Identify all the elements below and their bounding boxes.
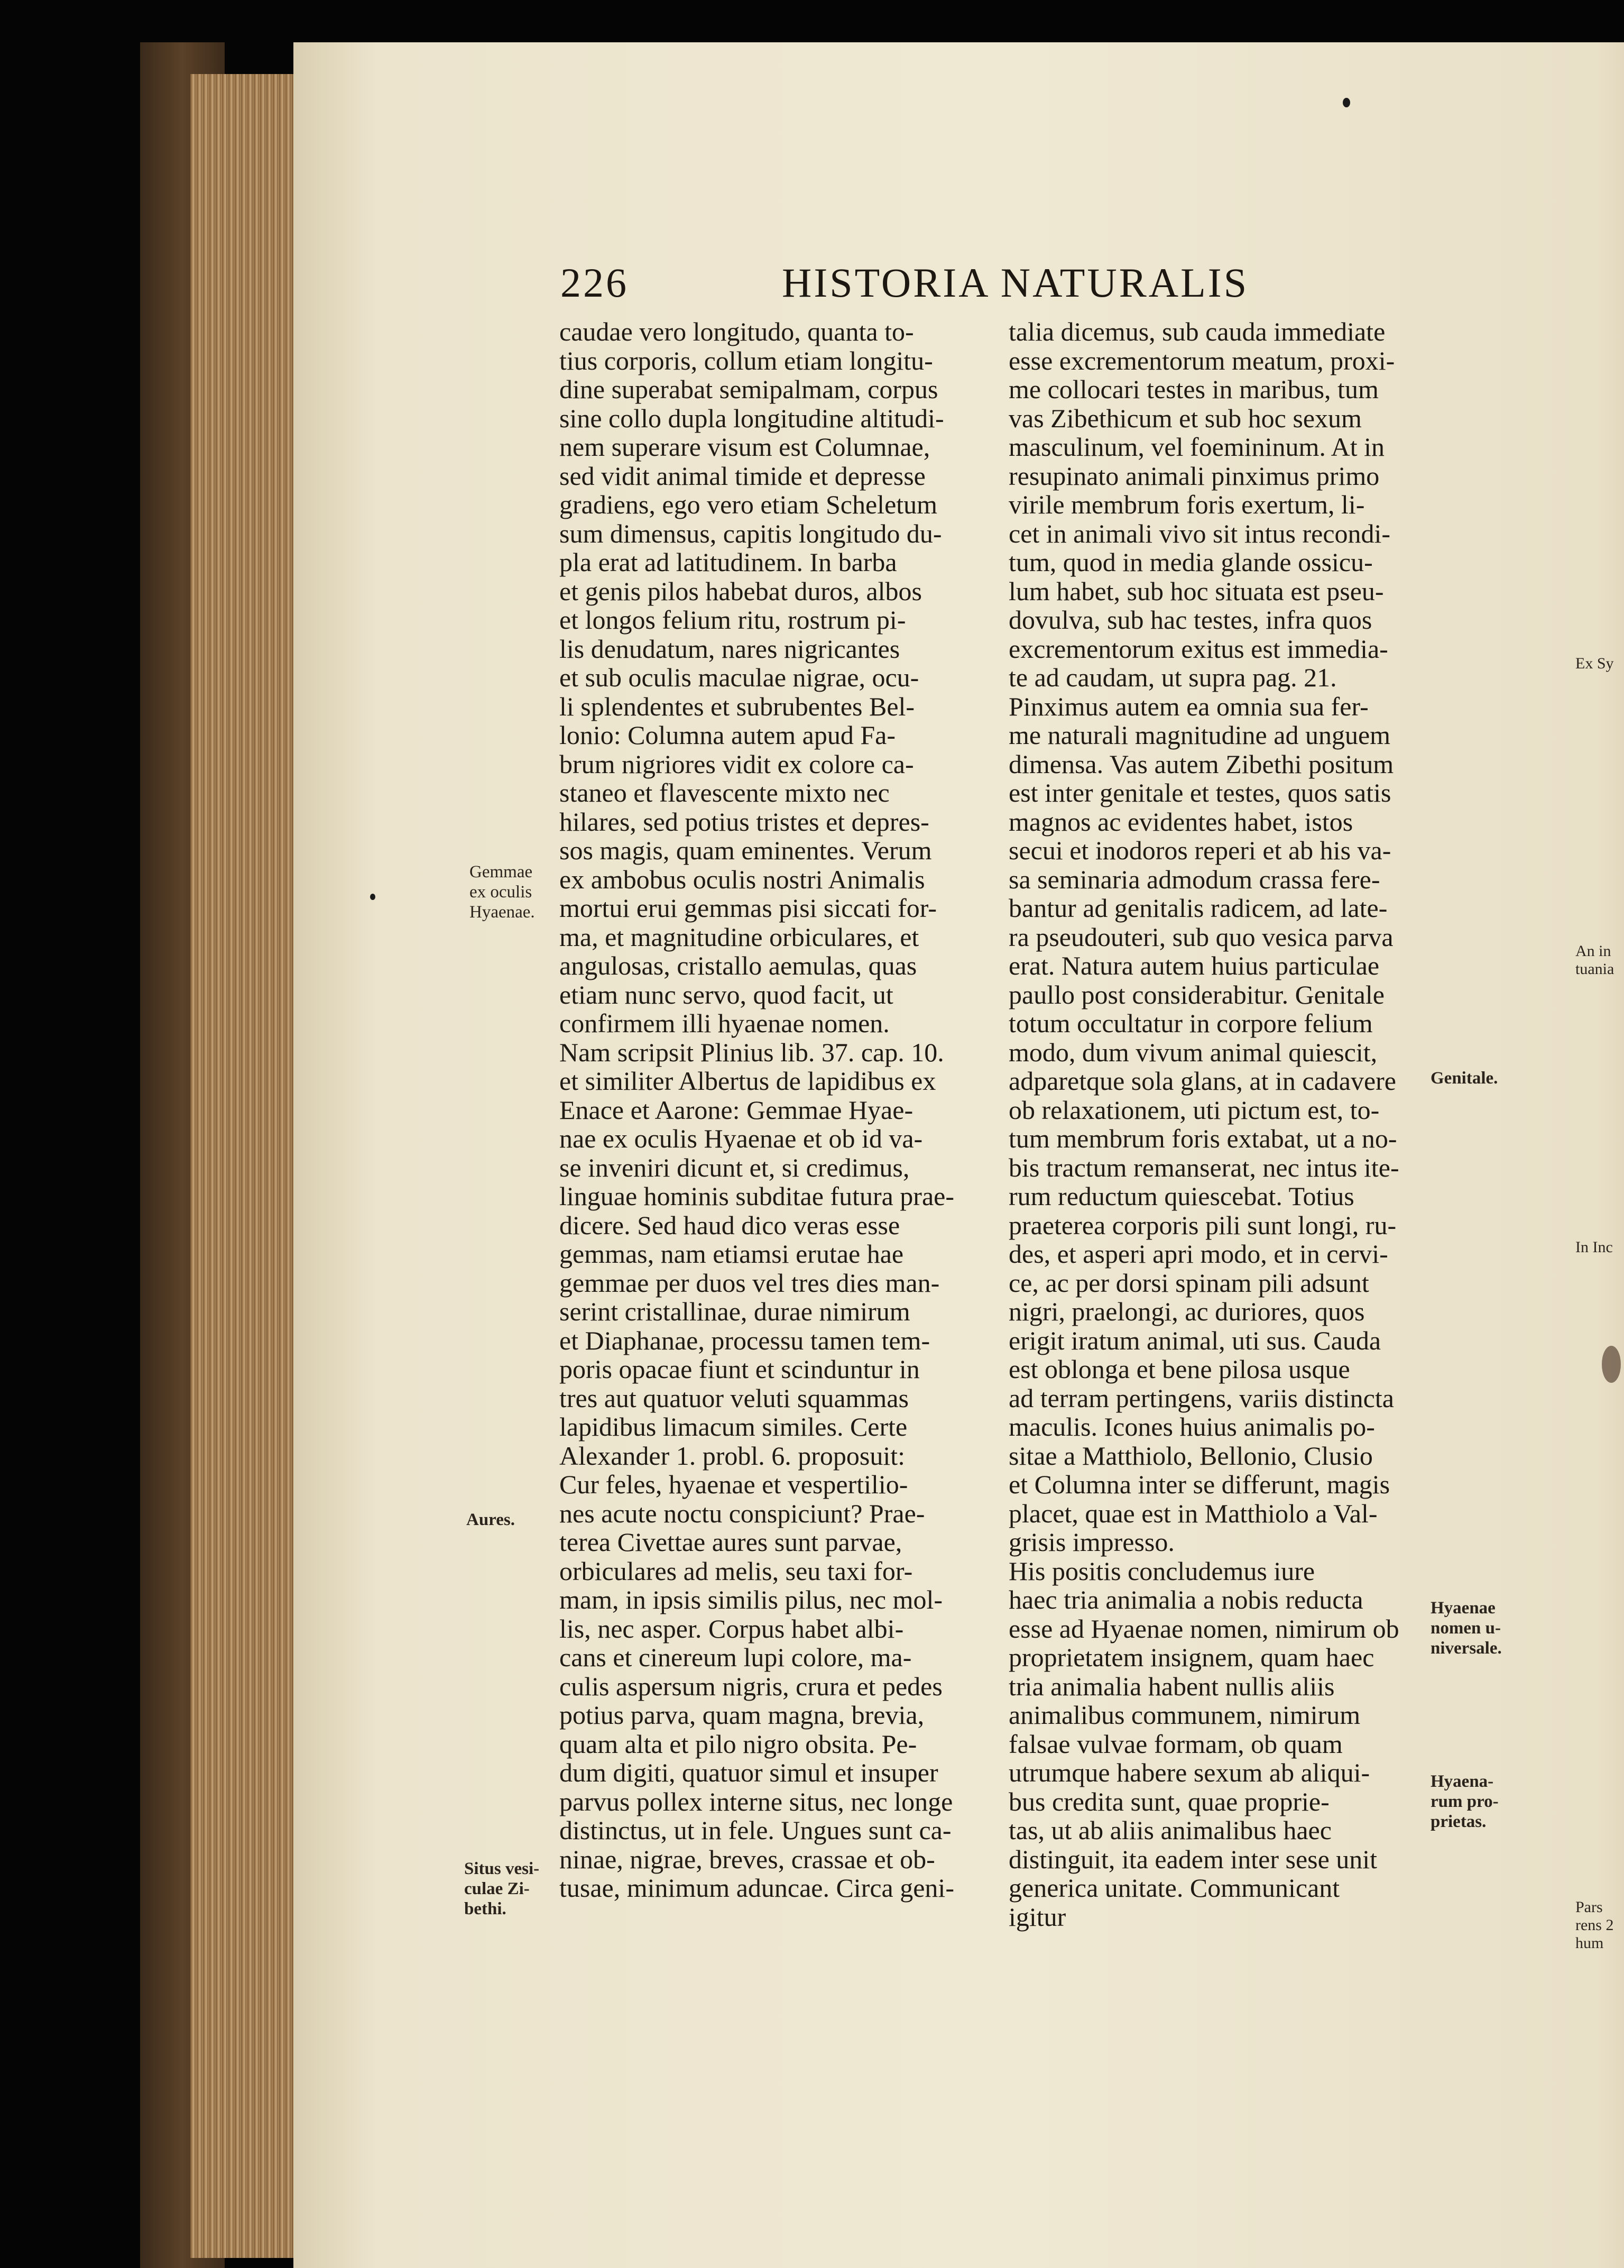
text-line: ob relaxationem, uti pictum est, to- <box>1009 1095 1380 1125</box>
text-line: bis tractum remanserat, nec intus ite- <box>1009 1152 1399 1182</box>
text-line: tas, ut ab aliis animalibus haec <box>1009 1815 1332 1845</box>
text-line: totum occultatur in corpore felium <box>1009 1008 1373 1038</box>
text-line: erat. Natura autem huius particulae <box>1009 951 1380 980</box>
text-line: cet in animali vivo sit intus recondi- <box>1009 518 1391 548</box>
text-line: et longos felium ritu, rostrum pi- <box>559 605 906 635</box>
page-number: 226 <box>560 260 629 306</box>
text-line: tius corporis, collum etiam longitu- <box>559 345 933 375</box>
text-line: culis aspersum nigris, crura et pedes <box>559 1671 943 1701</box>
text-line: ce, ac per dorsi spinam pili adsunt <box>1009 1268 1369 1298</box>
margin-note-line: Hyaenae <box>1431 1599 1496 1618</box>
margin-note-line: Hyaena- <box>1431 1772 1494 1791</box>
margin-note-aures <box>466 1510 515 1530</box>
text-line: grisis impresso. <box>1009 1527 1175 1557</box>
text-line: dine superabat semipalmam, corpus <box>559 374 938 404</box>
text-line: nae ex oculis Hyaenae et ob id va- <box>559 1124 923 1153</box>
text-line: maculis. Icones huius animalis po- <box>1009 1412 1375 1441</box>
text-line: linguae hominis subditae futura prae- <box>559 1181 954 1211</box>
margin-note-line: niversale. <box>1431 1639 1502 1658</box>
text-line: serint cristallinae, durae nimirum <box>559 1297 910 1326</box>
text-line: sine collo dupla longitudine altitudi- <box>559 403 944 433</box>
margin-note-situs <box>464 1859 539 1919</box>
margin-note-line: Hyaenae. <box>469 903 535 922</box>
text-line: igitur <box>1009 1902 1066 1932</box>
right-text-column <box>1009 317 1447 1931</box>
text-line: Pinximus autem ea omnia sua fer- <box>1009 691 1369 721</box>
text-line: et Columna inter se differunt, magis <box>1009 1470 1390 1499</box>
text-line: Alexander 1. probl. 6. proposuit: <box>559 1440 906 1471</box>
text-line: haec tria animalia a nobis reducta <box>1009 1585 1363 1614</box>
text-line: nes acute noctu conspiciunt? Prae- <box>559 1498 925 1528</box>
text-line: quam alta et pilo nigro obsita. Pe- <box>559 1729 917 1759</box>
margin-note-gemmae <box>469 862 535 922</box>
text-line: parvus pollex interne situs, nec longe <box>559 1786 953 1816</box>
text-line: dicere. Sed haud dico veras esse <box>559 1210 900 1240</box>
text-line: secui et inodoros reperi et ab his va- <box>1009 835 1391 865</box>
text-line: generica unitate. Communicant <box>1009 1873 1340 1903</box>
stain-mark <box>1602 1346 1621 1383</box>
text-line: li splendentes et subrubentes Bel- <box>559 691 915 721</box>
text-line: animalibus communem, nimirum <box>1009 1700 1361 1730</box>
text-line: tusae, minimum aduncae. Circa geni- <box>559 1873 954 1903</box>
text-line: et sub oculis maculae nigrae, ocu- <box>559 663 919 692</box>
text-line: caudae vero longitudo, quanta to- <box>559 317 914 346</box>
facing-page-fragment <box>1575 1898 1613 1952</box>
text-line: hilares, sed potius tristes et depres- <box>559 806 929 837</box>
text-line: ad terram pertingens, variis distincta <box>1009 1383 1394 1413</box>
text-line: paullo post considerabitur. Genitale <box>1009 979 1385 1009</box>
text-line: dovulva, sub hac testes, infra quos <box>1009 605 1372 635</box>
text-line: tria animalia habent nullis aliis <box>1009 1671 1335 1701</box>
text-line: praeterea corporis pili sunt longi, ru- <box>1009 1210 1397 1240</box>
text-line: distinguit, ita eadem inter sese unit <box>1009 1844 1378 1874</box>
text-line: confirmem illi hyaenae nomen. <box>559 1008 890 1038</box>
text-line: virile membrum foris exertum, li- <box>1009 490 1365 519</box>
text-line: ma, et magnitudine orbiculares, et <box>559 922 919 952</box>
text-line: vas Zibethicum et sub hoc sexum <box>1009 403 1362 433</box>
text-line: bantur ad genitalis radicem, ad late- <box>1009 893 1388 923</box>
text-line: etiam nunc servo, quod facit, ut <box>559 979 893 1009</box>
text-line: dum digiti, quatuor simul et insuper <box>559 1758 938 1787</box>
ink-speck <box>1343 98 1350 107</box>
text-line: tum, quod in media glande ossicu- <box>1009 547 1373 577</box>
left-text-column <box>559 317 988 1903</box>
text-line: gradiens, ego vero etiam Scheletum <box>559 490 938 519</box>
text-line: te ad caudam, ut supra pag. 21. <box>1009 663 1337 692</box>
text-line: adparetque sola glans, at in cadavere <box>1009 1066 1396 1096</box>
text-line: lonio: Columna autem apud Fa- <box>559 720 896 750</box>
text-line: terea Civettae aures sunt parvae, <box>559 1527 902 1557</box>
fragment-line: An in <box>1575 942 1611 960</box>
text-line: des, et asperi apri modo, et in cervi- <box>1009 1239 1388 1269</box>
text-line: gemmae per duos vel tres dies man- <box>559 1268 940 1298</box>
text-line: lis, nec asper. Corpus habet albi- <box>559 1613 904 1643</box>
fragment-line: rens 2 <box>1575 1916 1614 1934</box>
text-line: resupinato animali pinximus primo <box>1009 461 1380 491</box>
text-line: est oblonga et bene pilosa usque <box>1009 1354 1350 1384</box>
text-line: erigit iratum animal, uti sus. Cauda <box>1009 1325 1381 1355</box>
text-line: nem superare visum est Columnae, <box>559 432 930 462</box>
text-line: utrumque habere sexum ab aliqui- <box>1009 1758 1370 1787</box>
margin-note-line: prietas. <box>1431 1812 1487 1831</box>
text-line: lapidibus limacum similes. Certe <box>559 1412 908 1441</box>
margin-note-line: Aures. <box>466 1510 515 1529</box>
text-line: Cur feles, hyaenae et vespertilio- <box>559 1470 908 1499</box>
text-line: lum habet, sub hoc situata est pseu- <box>1009 576 1384 606</box>
text-line: modo, dum vivum animal quiescit, <box>1009 1037 1378 1067</box>
margin-note-line: Genitale. <box>1431 1069 1498 1088</box>
text-line: sa seminaria admodum crassa fere- <box>1009 864 1380 894</box>
text-line: tres aut quatuor veluti squammas <box>559 1383 909 1413</box>
text-line: esse excrementorum meatum, proxi- <box>1009 345 1395 375</box>
text-line: nigri, praelongi, ac duriores, quos <box>1009 1297 1365 1326</box>
margin-note-genitale <box>1431 1068 1498 1088</box>
text-line: sos magis, quam eminentes. Verum <box>559 835 932 865</box>
text-line: His positis concludemus iure <box>1009 1556 1315 1586</box>
text-line: dimensa. Vas autem Zibethi positum <box>1009 749 1394 779</box>
text-line: ex ambobus oculis nostri Animalis <box>559 864 925 894</box>
text-line: cans et cinereum lupi colore, ma- <box>559 1642 912 1672</box>
text-line: lis denudatum, nares nigricantes <box>559 633 900 664</box>
text-line: orbiculares ad melis, seu taxi for- <box>559 1556 913 1586</box>
facing-page-fragment <box>1575 942 1614 978</box>
margin-note-line: Gemmae <box>469 862 533 882</box>
text-line: brum nigriores vidit ex colore ca- <box>559 749 914 779</box>
text-line: bus credita sunt, quae proprie- <box>1009 1786 1330 1816</box>
text-line: esse ad Hyaenae nomen, nimirum ob <box>1009 1613 1399 1643</box>
text-line: pla erat ad latitudinem. In barba <box>559 547 897 577</box>
margin-note-line: nomen u- <box>1431 1619 1501 1638</box>
text-line: tum membrum foris extabat, ut a no- <box>1009 1124 1397 1153</box>
text-line: magnos ac evidentes habet, istos <box>1009 806 1353 837</box>
margin-note-line: rum pro- <box>1431 1792 1499 1811</box>
text-line: est inter genitale et testes, quos satis <box>1009 778 1391 807</box>
fragment-line: In Inc <box>1575 1238 1613 1256</box>
text-line: Enace et Aarone: Gemmae Hyae- <box>559 1095 914 1125</box>
ink-speck <box>370 894 375 900</box>
text-line: me naturali magnitudine ad unguem <box>1009 720 1391 750</box>
page-header <box>560 259 1249 307</box>
text-line: talia dicemus, sub cauda immediate <box>1009 317 1386 346</box>
text-line: sum dimensus, capitis longitudo du- <box>559 518 942 548</box>
text-line: me collocari testes in maribus, tum <box>1009 374 1379 404</box>
running-title: HISTORIA NATURALIS <box>782 260 1249 306</box>
text-line: et similiter Albertus de lapidibus ex <box>559 1066 936 1096</box>
text-line: poris opacae fiunt et scinduntur in <box>559 1354 920 1384</box>
margin-note-line: bethi. <box>464 1899 506 1918</box>
text-line: sed vidit animal timide et depresse <box>559 461 926 491</box>
text-line: rum reductum quiescebat. Totius <box>1009 1181 1354 1211</box>
text-line: distinctus, ut in fele. Ungues sunt ca- <box>559 1815 952 1845</box>
fragment-line: Ex Sy <box>1575 655 1614 672</box>
margin-note-hyaenae-nomen <box>1431 1598 1502 1658</box>
text-line: mortui erui gemmas pisi siccati for- <box>559 893 937 923</box>
text-line: masculinum, vel foemininum. At in <box>1009 432 1385 462</box>
text-line: angulosas, cristallo aemulas, quas <box>559 951 917 980</box>
text-line: falsae vulvae formam, ob quam <box>1009 1729 1343 1759</box>
margin-note-hyaenarum <box>1431 1771 1499 1832</box>
text-line: se inveniri dicunt et, si credimus, <box>559 1152 910 1182</box>
text-line: et Diaphanae, processu tamen tem- <box>559 1325 930 1355</box>
margin-note-line: Situs vesi- <box>464 1859 540 1878</box>
text-line: sitae a Matthiolo, Bellonio, Clusio <box>1009 1440 1373 1471</box>
text-line: placet, quae est in Matthiolo a Val- <box>1009 1498 1378 1528</box>
margin-note-line: ex oculis <box>469 883 532 902</box>
text-line: mam, in ipsis similis pilus, nec mol- <box>559 1585 943 1614</box>
facing-page-fragment <box>1575 1238 1613 1256</box>
fragment-line: tuania <box>1575 960 1614 978</box>
text-line: proprietatem insignem, quam haec <box>1009 1642 1374 1672</box>
facing-page-fragment <box>1575 655 1614 673</box>
text-line: staneo et flavescente mixto nec <box>559 778 890 807</box>
text-line: et genis pilos habebat duros, albos <box>559 576 922 606</box>
margin-note-line: culae Zi- <box>464 1879 530 1898</box>
text-line: gemmas, nam etiamsi erutae hae <box>559 1239 904 1269</box>
fragment-line: hum <box>1575 1934 1604 1952</box>
fragment-line: Pars <box>1575 1898 1603 1916</box>
text-line: Nam scripsit Plinius lib. 37. cap. 10. <box>559 1037 944 1067</box>
text-line: excrementorum exitus est immedia- <box>1009 633 1388 664</box>
text-line: potius parva, quam magna, brevia, <box>559 1700 925 1730</box>
text-line: ninae, nigrae, breves, crassae et ob- <box>559 1844 935 1874</box>
text-line: ra pseudouteri, sub quo vesica parva <box>1009 922 1394 952</box>
